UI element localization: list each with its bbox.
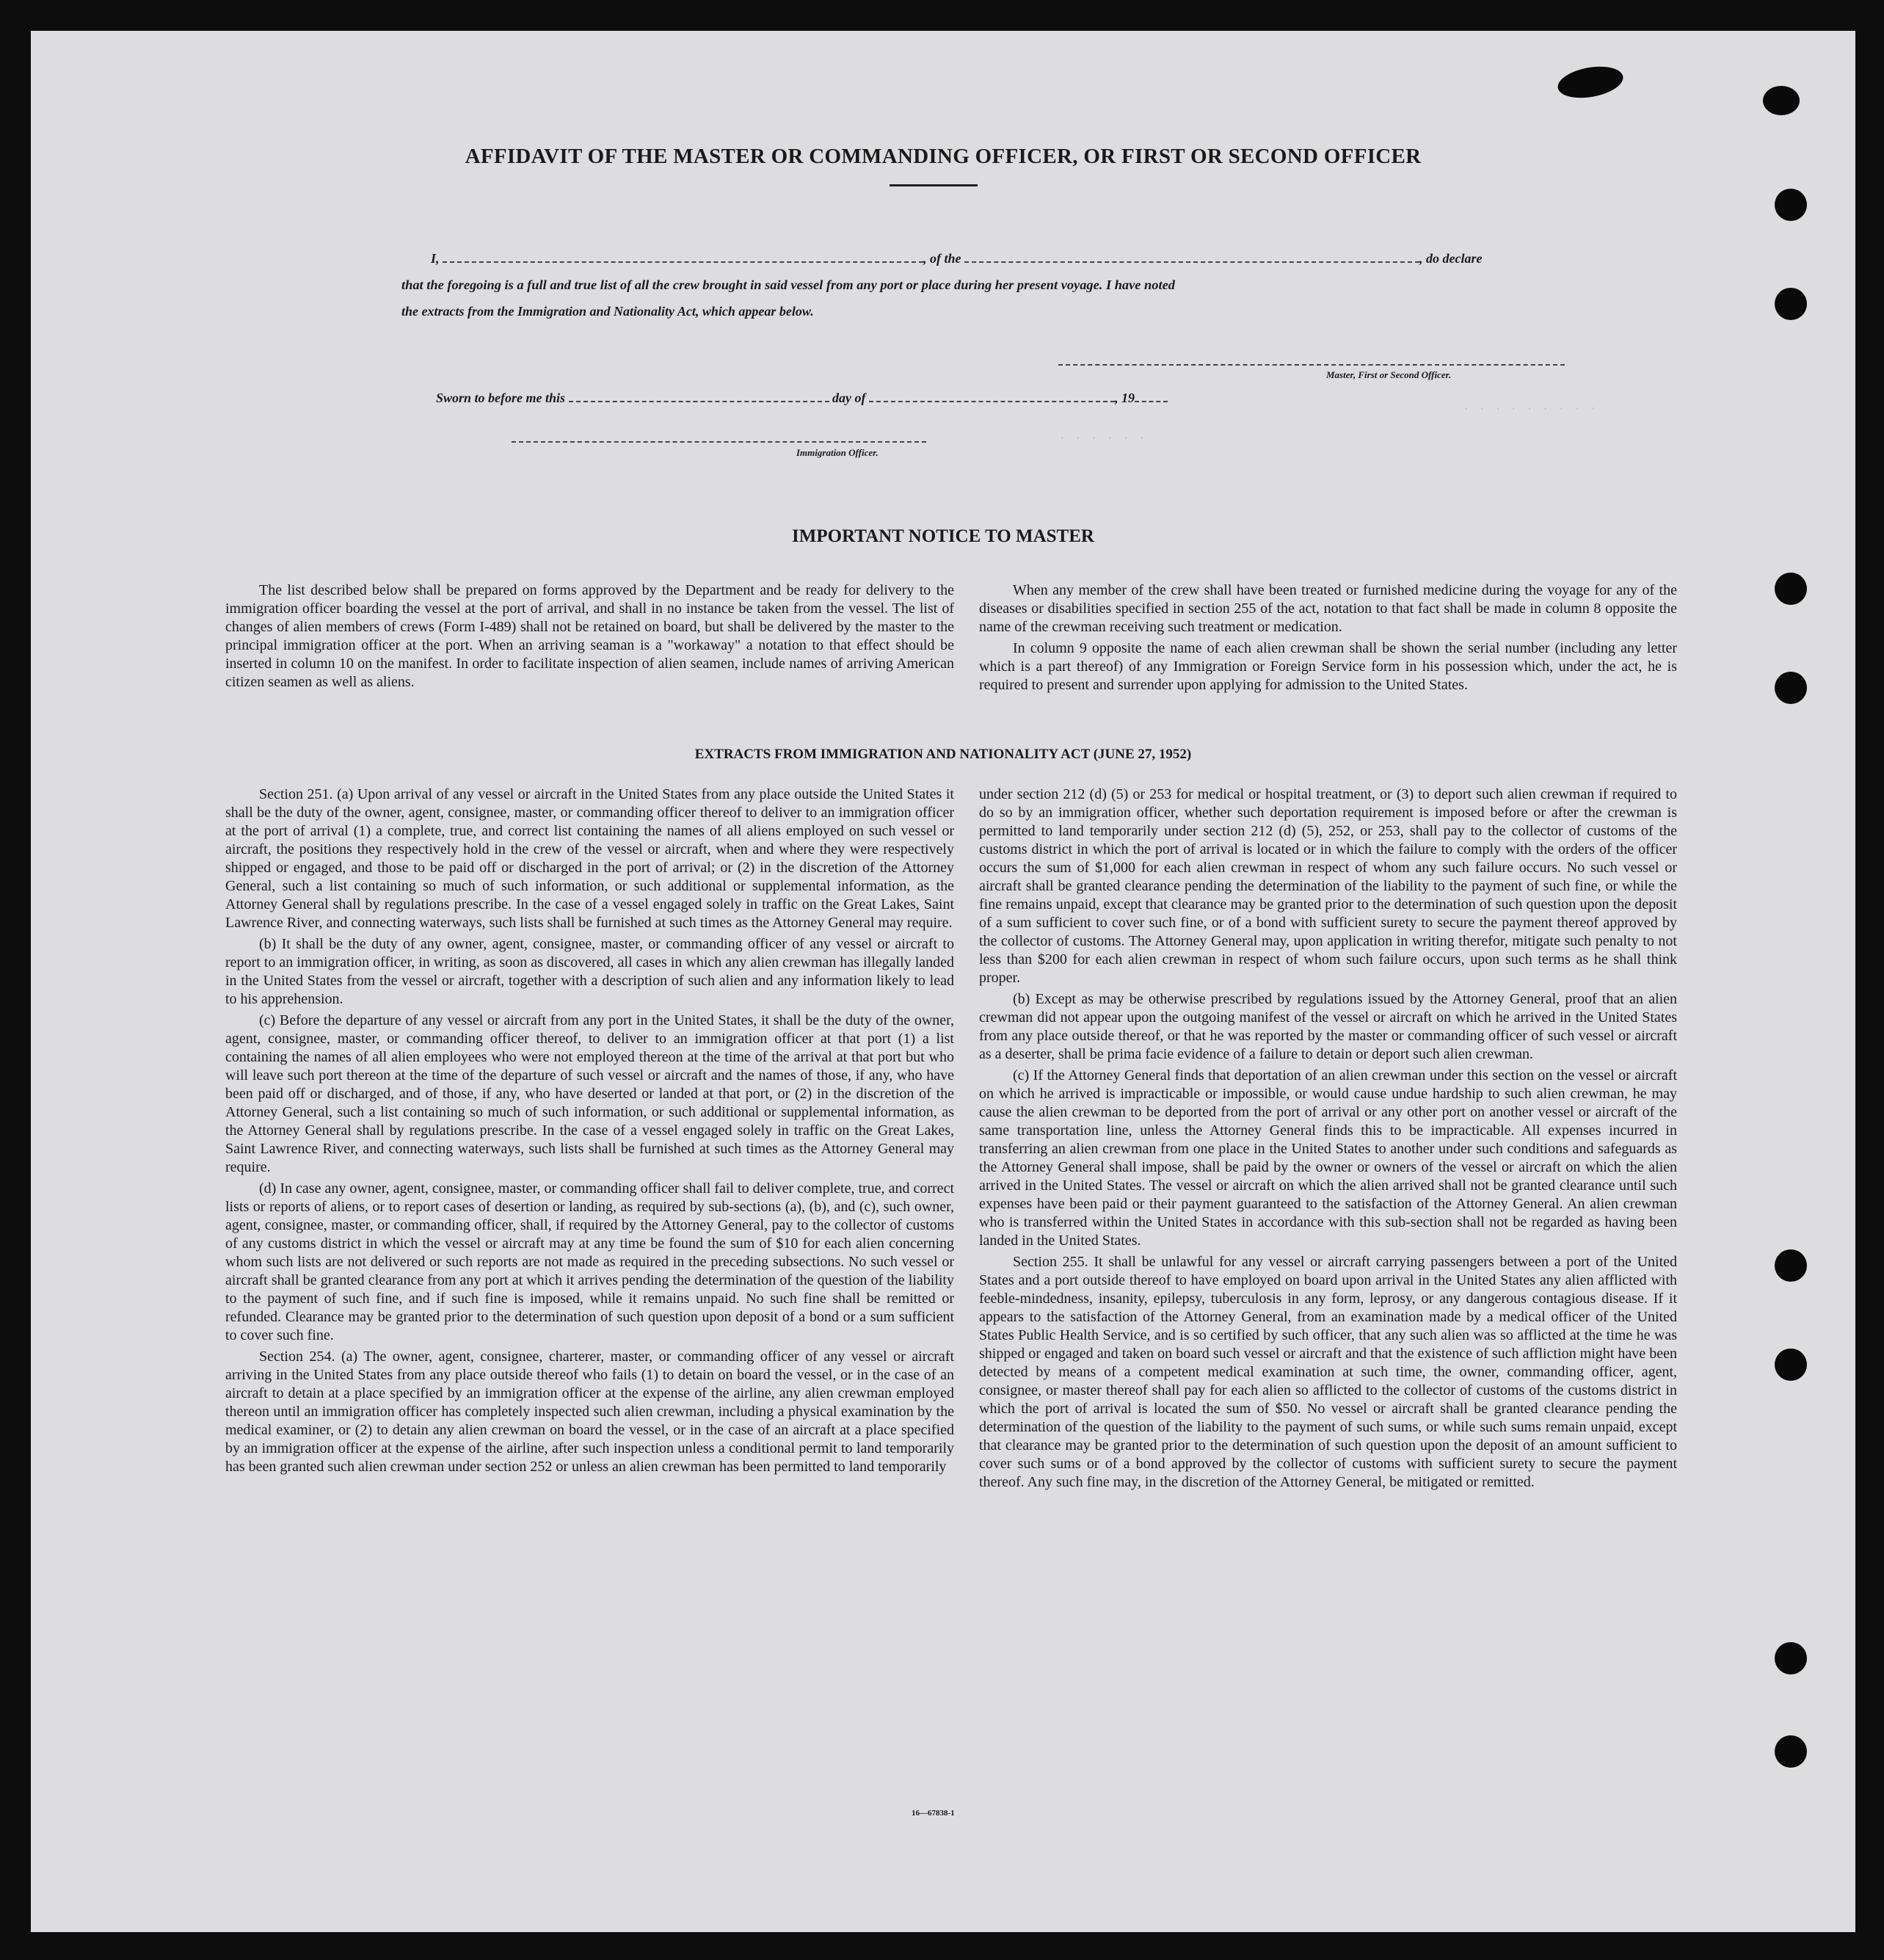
sworn-day-field[interactable] <box>569 391 829 402</box>
ink-smudge <box>1763 86 1800 115</box>
punch-hole-2 <box>1775 288 1807 320</box>
master-signature-label: Master, First or Second Officer. <box>1326 369 1452 380</box>
section-254-c: (c) If the Attorney General finds that deportation of an alien crewman under this section on the vessel or aircraft on which he arrived is impracticable or impossible, or would cause undue hardship to such alien crewman, he may cause the alien crewman to be deported from the port of arrival or any other port on another vessel or aircraft of the same transportation line, unless the Attorney General finds this to be impracticable. All expenses incurred in transferring an alien crewman from one place in the United States to another under such conditions and safeguards as the Attorney General shall impose, shall be paid by the owner or owners of the vessel or aircraft on which the alien arrived in the United States. The vessel or aircraft on which the alien arrived shall not be granted clearance until such expenses have been paid or their payment guaranteed to the satisfaction of the Attorney General. An alien crewman who is transferred within the United States in accordance with this sub-section shall not be regarded as having been landed in the United States. <box>979 1067 1677 1249</box>
sworn-day-of: day of <box>832 391 866 405</box>
sworn-month-field[interactable] <box>869 391 1115 402</box>
sworn-year-field[interactable] <box>1135 391 1168 402</box>
punch-hole-4 <box>1775 672 1807 704</box>
immigration-officer-signature-line[interactable] <box>512 431 926 443</box>
affidavit-title: AFFIDAVIT OF THE MASTER OR COMMANDING OFFICER, OR FIRST OR SECOND OFFICER <box>465 145 1422 168</box>
form-code: 16—67838-1 <box>912 1809 955 1818</box>
declaration-line-2: that the foregoing is a full and true list of all the crew brought in said vessel from any port or place during her present voyage. I have noted <box>401 277 1175 292</box>
extracts-left-column <box>225 785 954 1479</box>
notice-right-column <box>979 581 1677 697</box>
master-signature-line[interactable] <box>1058 354 1565 366</box>
extracts-heading: EXTRACTS FROM IMMIGRATION AND NATIONALITY ACT (JUNE 27, 1952) <box>694 747 1192 762</box>
ink-smudge <box>1555 62 1626 102</box>
section-251-d: (d) In case any owner, agent, consignee, master, or commanding officer shall fail to deliver complete, true, and correct lists or reports of aliens, or to report cases of desertion or landing, as required by sub-sections (a), (b), and (c), such owner, agent, consignee, master, or commanding officer, shall, if required by the Attorney General, pay to the collector of customs of any customs district in which the vessel or aircraft may at any time be found the sum of $10 for each alien concerning whom such lists are not delivered or such reports are not made as required in the preceding subsections. No such vessel or aircraft shall be granted clearance from any port at which it arrives pending the determination of the question of the liability to the payment of such fine, and if such fine is imposed, while it remains unpaid. No such fine shall be remitted or refunded. Clearance may be granted prior to the determination of such question upon deposit of a bond or a sum sufficient to cover such fine. <box>225 1180 954 1343</box>
declaration-line-3: the extracts from the Immigration and Nationality Act, which appear below. <box>401 304 814 319</box>
bleed-through: · · · · · · <box>1058 431 1146 446</box>
section-255: Section 255. It shall be unlawful for any vessel or aircraft carrying passengers between a port of the United States and a port outside thereof to have employed on board upon arrival in the United States any alien afflicted with feeble-mindedness, insanity, epilepsy, tuberculosis in any form, leprosy, or any dangerous contagious disease. If it appears to the satisfaction of the Attorney General, from an examination made by a medical officer of the United States Public Health Service, and is so certified by such officer, that any such alien was so afflicted at the time he was shipped or engaged and taken on board such vessel or aircraft and that the existence of such affliction might have been detected by means of a competent medical examination at such time, the owner, commanding officer, agent, consignee, or master thereof shall pay for each alien so afflicted to the collector of customs of the customs district in which the port of arrival is located the sum of $50. No vessel or aircraft shall be granted clearance pending the determination of the question of the liability to the payment of such sums, or while such sums remain unpaid, except that clearance may be granted prior to the determination of such question upon the deposit of an amount sufficient to cover such sums or of a bond approved by the collector of customs with sufficient surety to secure the payment thereof. Any such fine may, in the discretion of the Attorney General, be mitigated or remitted. <box>979 1254 1677 1490</box>
extracts-right-column <box>979 785 1677 1495</box>
notice-right-paragraph-1: When any member of the crew shall have been treated or furnished medicine during the voyage for any of the diseases or disabilities specified in section 255 of the act, notation to that fact shall be made in column 8 opposite the name of the crewman receiving such treatment or medication. <box>979 582 1677 635</box>
sworn-prefix: Sworn to before me this <box>436 391 566 405</box>
section-254-b: (b) Except as may be otherwise prescribed by regulations issued by the Attorney General, proof that an alien crewman did not appear upon the outgoing manifest of the vessel or aircraft on which he arrived in the United States from any place outside thereof, or that he was reported by the master or commanding officer of such vessel or aircraft as a deserter, shall be prima facie evidence of a failure to detain or deport such alien crewman. <box>979 991 1677 1062</box>
declaration-i: I, <box>431 251 440 266</box>
vessel-field[interactable] <box>964 251 1419 263</box>
document-page <box>31 31 1855 1932</box>
punch-hole-8 <box>1775 1735 1807 1768</box>
title-rule <box>890 184 978 186</box>
punch-hole-5 <box>1775 1249 1807 1282</box>
notice-heading: IMPORTANT NOTICE TO MASTER <box>792 526 1094 546</box>
declaration-line-1 <box>431 251 1483 266</box>
declaration-do-declare: , do declare <box>1419 251 1483 266</box>
name-field[interactable] <box>443 251 923 263</box>
punch-hole-6 <box>1775 1349 1807 1381</box>
section-251-a: Section 251. (a) Upon arrival of any vessel or aircraft in the United States from any place outside the United States it shall be the duty of the owner, agent, consignee, master, or commanding officer thereof to deliver to an immigration officer at the port of arrival (1) a complete, true, and correct list containing the names of all aliens employed on such vessel or aircraft, the positions they respectively hold in the crew of the vessel or aircraft, when and where they were respectively shipped or engaged, and those to be paid off or discharged in the port of arrival; or (2) in the discretion of the Attorney General, such a list containing so much of such information, or such additional or supplemental information, as the Attorney General shall by regulations prescribe. In the case of a vessel engaged solely in traffic on the Great Lakes, Saint Lawrence River, and connecting waterways, such lists shall be furnished at such times as the Attorney General may require. <box>225 786 954 931</box>
section-254-a-continued: under section 212 (d) (5) or 253 for medical or hospital treatment, or (3) to deport such alien crewman if required to do so by an immigration officer, whether such deportation requirement is imposed before or after the crewman is permitted to land temporarily under section 212 (d) (5), 252, or 253, shall pay to the collector of customs of the customs district in which the port of arrival is located or in which the failure to comply with the orders of the officer occurs the sum of $1,000 for each alien crewman in respect of whom any such failure occurs. No such vessel or aircraft shall be granted clearance pending the determination of the liability to the payment of such fine, or while the fine remains unpaid, except that clearance may be granted prior to the determination of such question upon the deposit of a sum sufficient to cover such fine, or of a bond with sufficient surety to secure the payment thereof approved by the collector of customs. The Attorney General may, upon application in writing therefor, mitigate such penalty to not less than $200 for each alien crewman in respect of whom such failure occurs, upon such terms as he shall think proper. <box>979 786 1677 986</box>
sworn-line <box>436 391 1168 406</box>
notice-left-column <box>225 581 954 694</box>
punch-hole-3 <box>1775 573 1807 605</box>
punch-hole-7 <box>1775 1642 1807 1674</box>
section-251-b: (b) It shall be the duty of any owner, agent, consignee, master, or commanding officer of any vessel or aircraft to report to an immigration officer, in writing, as soon as discovered, all cases in which any alien crewman has illegally landed in the United States from the vessel or aircraft, together with a description of such alien and any information likely to lead to his apprehension. <box>225 936 954 1007</box>
section-251-c: (c) Before the departure of any vessel or aircraft from any port in the United States, it shall be the duty of the owner, agent, consignee, master, or commanding officer thereof, to deliver to an immigration officer at that port (1) a list containing the names of all alien employees who were not employed thereon at the time of the arrival at that port but who will leave such port thereon at the time of the departure of such vessel or aircraft and the names of those, if any, who have been paid off or discharged, and of those, if any, who have deserted or landed at that port, or (2) in the discretion of the Attorney General, such a list containing so much of such information, or such additional or supplemental information, as the Attorney General shall by regulations prescribe. In the case of a vessel engaged solely in traffic on the Great Lakes, Saint Lawrence River, and connecting waterways, such lists shall be furnished at such times as the Attorney General may require. <box>225 1012 954 1175</box>
bleed-through: · · · · · · · · · <box>1462 402 1598 417</box>
notice-left-paragraph: The list described below shall be prepared on forms approved by the Department and be ready for delivery to the immigration officer boarding the vessel at the port of arrival, and shall in no instance be taken from the vessel. The list of changes of alien members of crews (Form I-489) shall not be retained on board, but shall be delivered by the master to the principal immigration officer at the port. When an arriving seaman is a "workaway" a notation to that effect should be inserted in column 10 on the manifest. In order to facilitate inspection of alien seamen, include names of arriving American citizen seamen as well as aliens. <box>225 582 954 690</box>
sworn-year-prefix: , 19 <box>1115 391 1135 405</box>
declaration-of-the: , of the <box>923 251 961 266</box>
immigration-officer-label: Immigration Officer. <box>796 447 879 458</box>
punch-hole-1 <box>1775 189 1807 221</box>
section-254-a: Section 254. (a) The owner, agent, consignee, charterer, master, or commanding officer of any vessel or aircraft arriving in the United States from any place outside thereof who fails (1) to detain on board the vessel, or in the case of an aircraft to detain at a place specified by an immigration officer at the expense of the airline, any alien crewman employed thereon until an immigration officer has completely inspected such alien crewman, including a physical examination by the medical examiner, or (2) to detain any alien crewman on board the vessel, or in the case of an aircraft at a place specified by an immigration officer at the expense of the airline, after such inspection unless a conditional permit to land temporarily has been granted such alien crewman under section 252 or unless an alien crewman has been permitted to land temporarily <box>225 1349 954 1475</box>
notice-right-paragraph-2: In column 9 opposite the name of each alien crewman shall be shown the serial number (including any letter which is a part thereof) of any Immigration or Foreign Service form in his possession which, under the act, he is required to present and surrender upon applying for admission to the United States. <box>979 640 1677 693</box>
